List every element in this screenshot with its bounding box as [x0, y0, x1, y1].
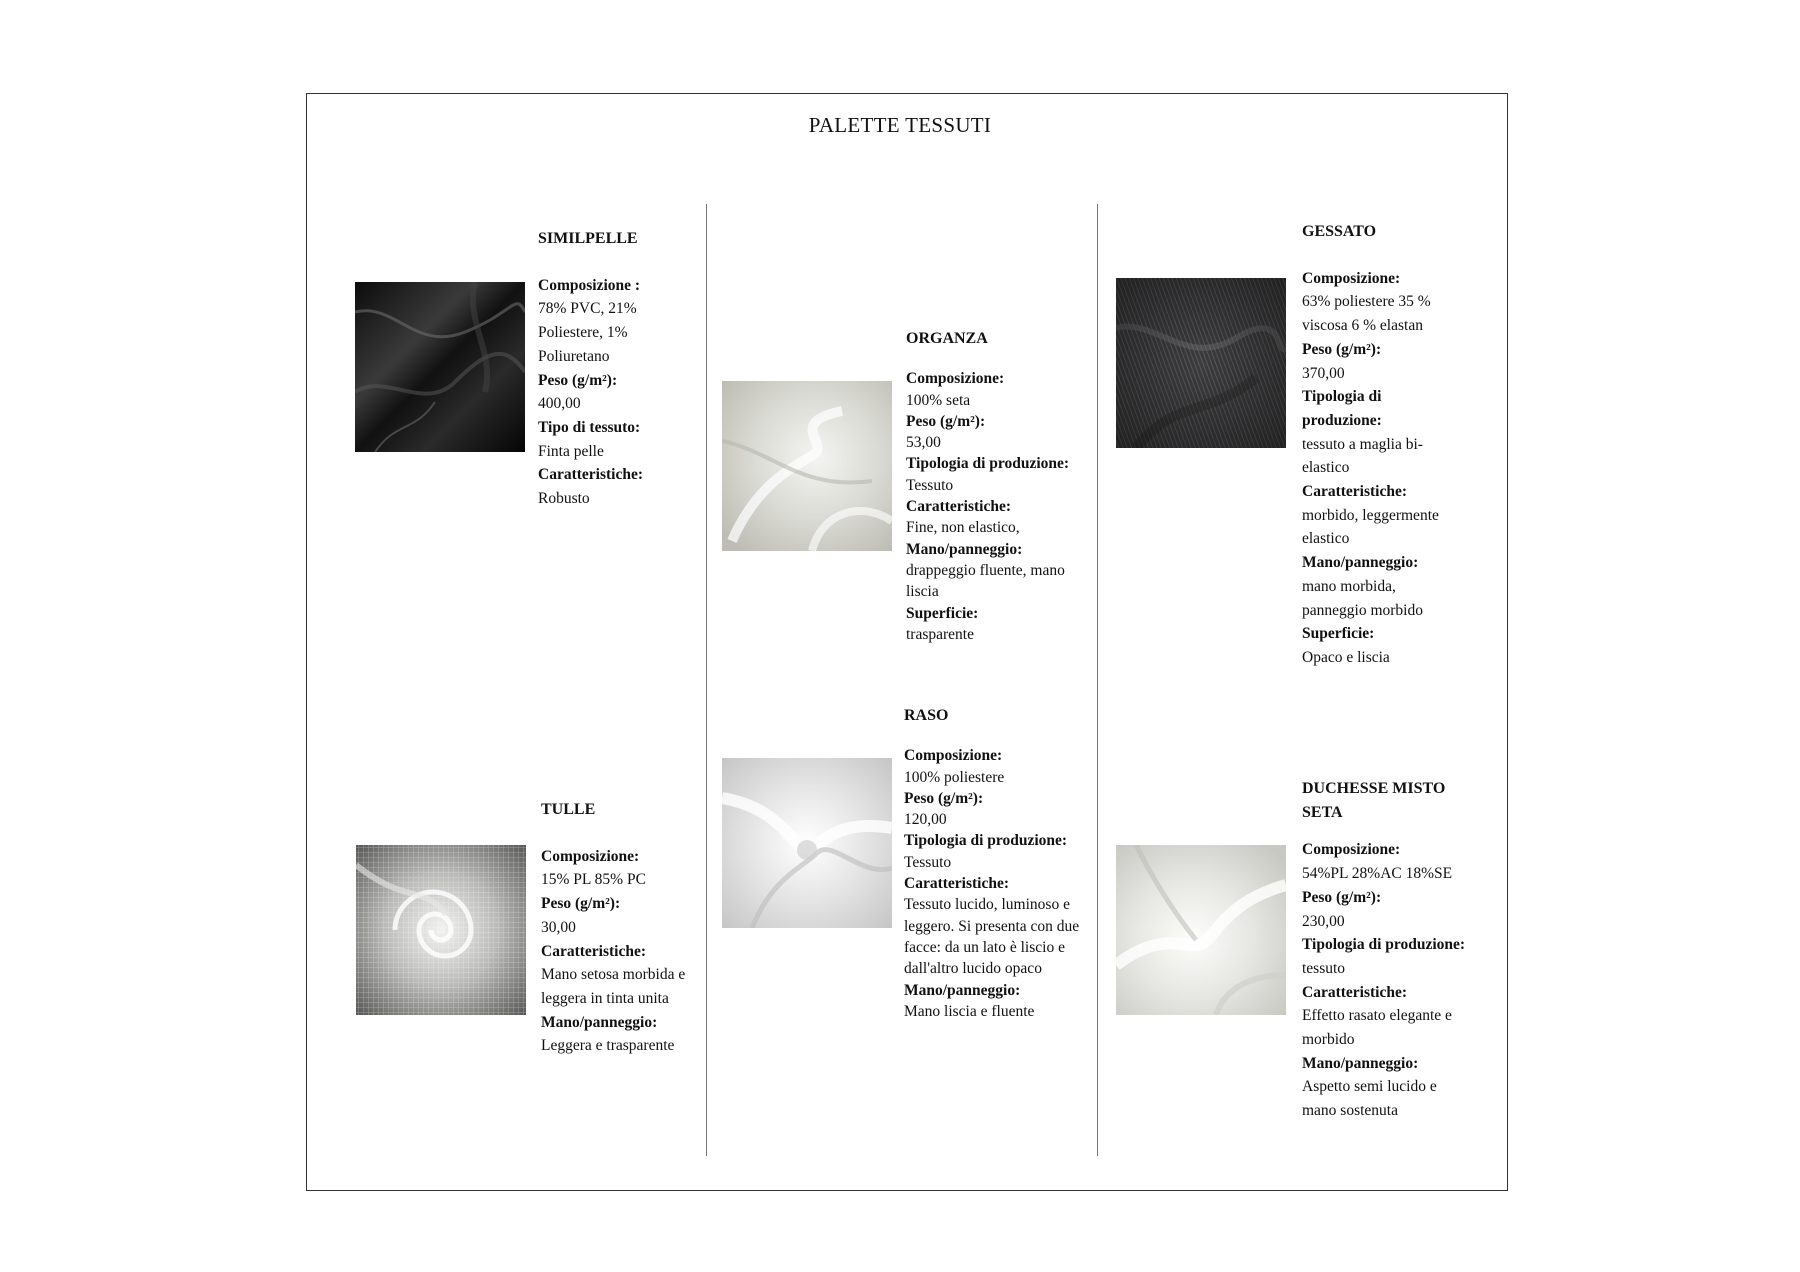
organza-spec	[906, 328, 1086, 645]
organza-label-produzione: Tipologia di produzione:	[906, 455, 1070, 473]
similpelle-value-caratteristiche: Robusto	[538, 490, 590, 508]
organza-value-produzione: Tessuto	[906, 476, 954, 494]
gessato-value-produzione: tessuto a maglia bi-elastico	[1302, 435, 1423, 477]
tulle-label-composizione: Composizione:	[541, 847, 640, 865]
organza-value-mano: drappeggio fluente, mano liscia	[906, 561, 1065, 601]
gessato-spec	[1302, 220, 1462, 670]
similpelle-label-composizione: Composizione :	[538, 276, 641, 294]
similpelle-value-composizione: 78% PVC, 21% Poliestere, 1% Poliuretano	[538, 300, 637, 365]
organza-value-superficie: trasparente	[906, 625, 974, 643]
duchesse-value-caratteristiche: Effetto rasato elegante e morbido	[1302, 1007, 1452, 1049]
duchesse-spec	[1302, 777, 1467, 1123]
similpelle-label-caratteristiche: Caratteristiche:	[538, 466, 644, 484]
duchesse-label-caratteristiche: Caratteristiche:	[1302, 983, 1408, 1001]
gessato-label-peso: Peso (g/m²):	[1302, 340, 1382, 358]
organza-label-composizione: Composizione:	[906, 370, 1005, 388]
duchesse-label-produzione: Tipologia di produzione:	[1302, 936, 1466, 954]
organza-value-peso: 53,00	[906, 434, 941, 452]
gessato-swatch-image	[1116, 278, 1286, 448]
white-satin-swatch-icon	[722, 758, 892, 928]
tulle-value-composizione: 15% PL 85% PC	[541, 871, 646, 889]
raso-value-peso: 120,00	[904, 811, 947, 829]
duchesse-value-peso: 230,00	[1302, 912, 1345, 930]
raso-label-mano: Mano/panneggio:	[904, 981, 1021, 999]
tulle-spec	[541, 798, 711, 1058]
raso-name: RASO	[904, 707, 949, 724]
organza-name: ORGANZA	[906, 330, 988, 347]
gessato-label-caratteristiche: Caratteristiche:	[1302, 483, 1408, 501]
raso-value-caratteristiche: Tessuto lucido, luminoso e leggero. Si presenta con due facce: da un lato è liscio e dall'altro lucido opaco	[904, 896, 1080, 978]
organza-value-caratteristiche: Fine, non elastico,	[906, 519, 1020, 537]
organza-label-superficie: Superficie:	[906, 604, 979, 622]
raso-value-composizione: 100% poliestere	[904, 768, 1005, 786]
gessato-value-peso: 370,00	[1302, 364, 1345, 382]
similpelle-value-peso: 400,00	[538, 395, 581, 413]
tulle-value-mano: Leggera e trasparente	[541, 1037, 675, 1055]
gessato-label-produzione: Tipologia di produzione:	[1302, 388, 1382, 429]
raso-label-produzione: Tipologia di produzione:	[904, 832, 1068, 850]
similpelle-label-tipo: Tipo di tessuto:	[538, 418, 641, 436]
white-duchesse-silk-swatch-icon	[1116, 845, 1286, 1015]
raso-value-produzione: Tessuto	[904, 853, 952, 871]
raso-value-mano: Mano liscia e fluente	[904, 1002, 1035, 1020]
duchesse-name: DUCHESSE MISTO SETA	[1302, 780, 1446, 821]
duchesse-value-mano: Aspetto semi lucido e mano sostenuta	[1302, 1078, 1437, 1120]
gessato-value-caratteristiche: morbido, leggermente elastico	[1302, 506, 1439, 548]
tulle-name: TULLE	[541, 801, 596, 818]
organza-label-peso: Peso (g/m²):	[906, 412, 986, 430]
raso-label-peso: Peso (g/m²):	[904, 789, 984, 807]
tulle-value-peso: 30,00	[541, 918, 576, 936]
gessato-value-composizione: 63% poliestere 35 % viscosa 6 % elastan	[1302, 293, 1431, 335]
similpelle-label-peso: Peso (g/m²):	[538, 371, 618, 389]
organza-label-caratteristiche: Caratteristiche:	[906, 498, 1012, 516]
duchesse-value-composizione: 54%PL 28%AC 18%SE	[1302, 865, 1453, 883]
tulle-label-caratteristiche: Caratteristiche:	[541, 942, 647, 960]
gessato-label-mano: Mano/panneggio:	[1302, 554, 1419, 572]
duchesse-label-peso: Peso (g/m²):	[1302, 888, 1382, 906]
similpelle-value-tipo: Finta pelle	[538, 442, 604, 460]
page-title: PALETTE TESSUTI	[808, 113, 992, 137]
duchesse-label-composizione: Composizione:	[1302, 841, 1401, 859]
column-divider-right	[1097, 204, 1098, 1156]
duchesse-value-produzione: tessuto	[1302, 959, 1346, 977]
tulle-label-mano: Mano/panneggio:	[541, 1013, 658, 1031]
raso-swatch-image	[722, 758, 892, 928]
white-tulle-swatch-icon	[356, 845, 526, 1015]
raso-label-caratteristiche: Caratteristiche:	[904, 875, 1010, 893]
duchesse-swatch-image	[1116, 845, 1286, 1015]
tulle-swatch-image	[356, 845, 526, 1015]
similpelle-swatch-image	[355, 282, 525, 452]
similpelle-name: SIMILPELLE	[538, 230, 638, 247]
duchesse-label-mano: Mano/panneggio:	[1302, 1054, 1419, 1072]
gessato-value-superficie: Opaco e liscia	[1302, 648, 1390, 666]
black-faux-leather-swatch-icon	[355, 282, 525, 452]
tulle-value-caratteristiche: Mano setosa morbida e leggera in tinta unita	[541, 966, 686, 1007]
organza-value-composizione: 100% seta	[906, 391, 971, 409]
raso-label-composizione: Composizione:	[904, 747, 1003, 765]
gessato-value-mano: mano morbida, panneggio morbido	[1302, 577, 1423, 619]
raso-spec	[904, 705, 1089, 1022]
gessato-label-superficie: Superficie:	[1302, 625, 1375, 643]
white-organza-swatch-icon	[722, 381, 892, 551]
similpelle-spec	[538, 227, 668, 511]
tulle-label-peso: Peso (g/m²):	[541, 895, 621, 913]
grey-pinstripe-swatch-icon	[1116, 278, 1286, 448]
gessato-label-composizione: Composizione:	[1302, 269, 1401, 287]
gessato-name: GESSATO	[1302, 223, 1377, 240]
organza-swatch-image	[722, 381, 892, 551]
organza-label-mano: Mano/panneggio:	[906, 540, 1023, 558]
